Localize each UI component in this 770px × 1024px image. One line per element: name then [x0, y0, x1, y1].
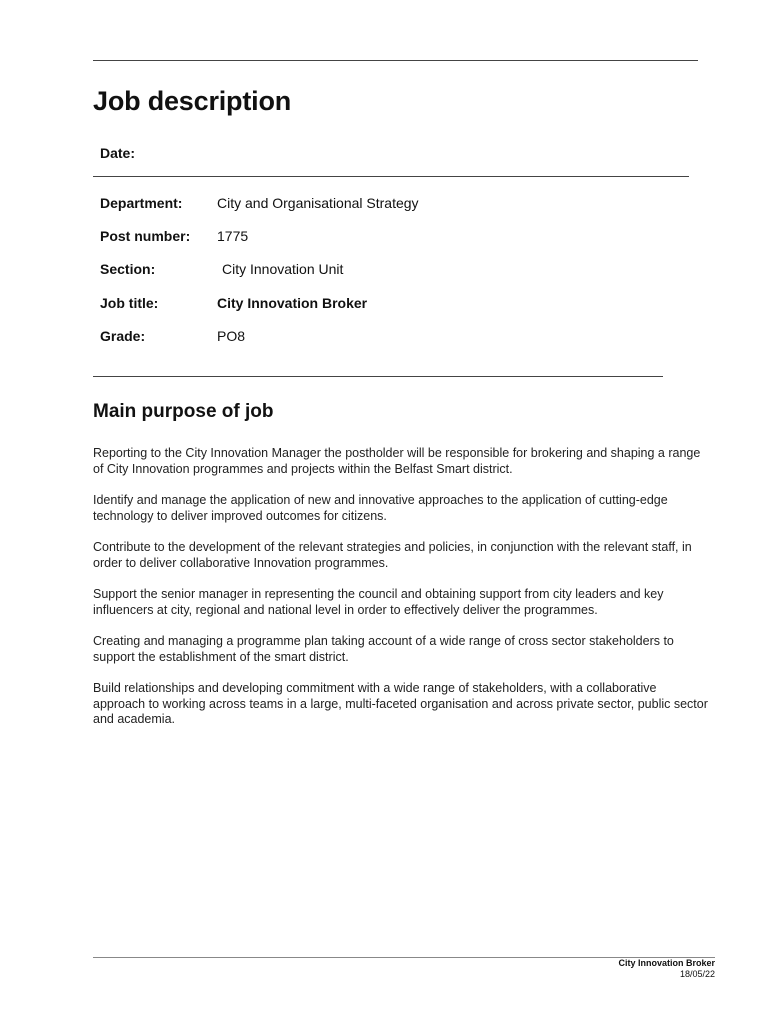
- post-number-label: Post number:: [100, 228, 191, 244]
- main-purpose-heading: Main purpose of job: [93, 401, 274, 422]
- date-divider: [93, 176, 689, 177]
- date-label: Date:: [100, 145, 136, 161]
- purpose-paragraph: Creating and managing a programme plan taking account of a wide range of cross sector stakeholders to support the establishment of the smart district.: [93, 634, 674, 664]
- grade-value: PO8: [217, 328, 246, 344]
- footer-date: 18/05/22: [679, 969, 715, 979]
- job-title-value: City Innovation Broker: [217, 295, 368, 311]
- purpose-paragraph: Build relationships and developing commitment with a wide range of stakeholders, with a collaborative approach to working across teams in a large, multi-faceted organisation and across private sector, public sector and academia.: [93, 681, 708, 726]
- department-label: Department:: [100, 195, 183, 211]
- purpose-paragraph: Contribute to the development of the relevant strategies and policies, in conjunction with the relevant staff, in order to deliver collaborative Innovation programmes.: [93, 540, 692, 570]
- purpose-paragraph: Support the senior manager in representing the council and obtaining support from city leaders and key influencers at city, regional and national level in order to effectively deliver the programmes.: [93, 587, 664, 617]
- purpose-paragraph: Identify and manage the application of new and innovative approaches to the application of cutting-edge technology to deliver improved outcomes for citizens.: [93, 493, 668, 523]
- section-value: City Innovation Unit: [222, 261, 344, 277]
- main-purpose-body: [93, 446, 708, 744]
- department-value: City and Organisational Strategy: [217, 195, 419, 211]
- grade-label: Grade:: [100, 328, 146, 344]
- top-divider: [93, 60, 698, 61]
- fields-divider: [93, 376, 663, 377]
- footer-title: City Innovation Broker: [618, 958, 715, 968]
- purpose-paragraph: Reporting to the City Innovation Manager the postholder will be responsible for brokering and shaping a range of City Innovation programmes and projects within the Belfast Smart district.: [93, 446, 701, 476]
- job-title-label: Job title:: [100, 295, 159, 311]
- document-title: Job description: [93, 86, 292, 116]
- page-footer: [618, 958, 715, 980]
- section-label: Section:: [100, 261, 156, 277]
- post-number-value: 1775: [217, 228, 249, 244]
